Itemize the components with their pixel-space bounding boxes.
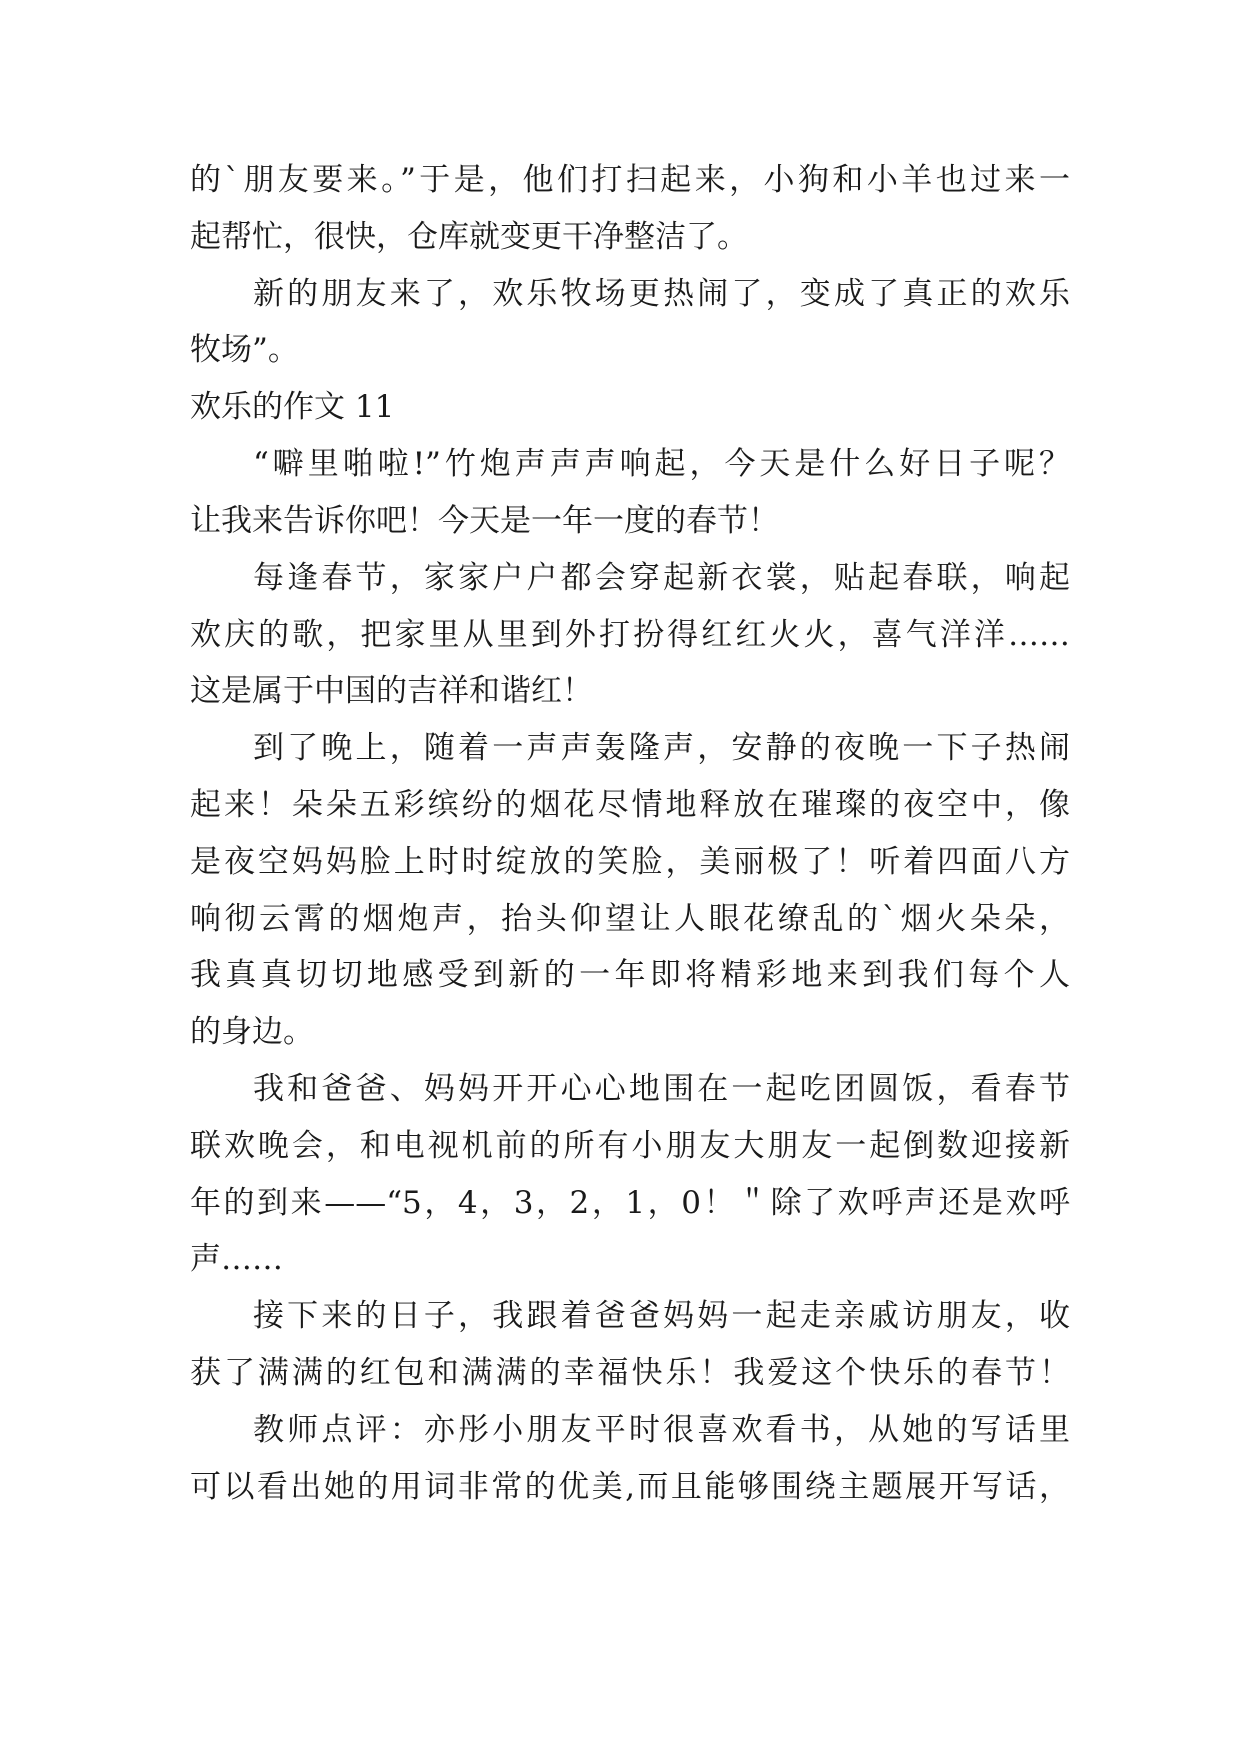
paragraph-line: 让我来告诉你吧！今天是一年一度的春节！	[190, 502, 779, 539]
paragraph-line: 声……	[190, 1241, 283, 1278]
paragraph-line: 牧场”。	[190, 332, 299, 369]
paragraph-line: 响彻云霄的烟炮声，抬头仰望让人眼花缭乱的`烟火朵朵，	[190, 900, 1070, 937]
essay-body	[190, 152, 1070, 1515]
paragraph-line: 可以看出她的用词非常的优美,而且能够围绕主题展开写话，	[190, 1468, 1070, 1505]
essay-title: 欢乐的作文 11	[190, 389, 395, 426]
paragraph-line: 是夜空妈妈脸上时时绽放的笑脸，美丽极了！听着四面八方	[190, 843, 1070, 880]
paragraph-line: 起来！朵朵五彩缤纷的烟花尽情地释放在璀璨的夜空中，像	[190, 786, 1070, 823]
paragraph-line: “噼里啪啦!”竹炮声声声响起，今天是什么好日子呢？	[253, 446, 1070, 483]
paragraph-line: 我和爸爸、妈妈开开心心地围在一起吃团圆饭，看春节	[253, 1070, 1070, 1107]
paragraph-line: 联欢晚会，和电视机前的所有小朋友大朋友一起倒数迎接新	[190, 1127, 1070, 1164]
paragraph-line: 欢庆的歌，把家里从里到外打扮得红红火火，喜气洋洋……	[190, 616, 1070, 653]
paragraph-line: 这是属于中国的吉祥和谐红！	[190, 673, 593, 710]
paragraph-line: 的`朋友要来。”于是，他们打扫起来，小狗和小羊也过来一	[190, 162, 1070, 198]
paragraph-line: 的身边。	[190, 1014, 314, 1051]
paragraph-line: 教师点评：亦彤小朋友平时很喜欢看书，从她的写话里	[253, 1411, 1070, 1448]
paragraph-line: 年的到来——“5，4，3，2，1，0！＂除了欢呼声还是欢呼	[190, 1184, 1070, 1221]
paragraph-line: 到了晚上，随着一声声轰隆声，安静的夜晚一下子热闹	[253, 730, 1070, 767]
paragraph-line: 新的朋友来了，欢乐牧场更热闹了，变成了真正的欢乐	[253, 275, 1070, 312]
paragraph-line: 我真真切切地感受到新的一年即将精彩地来到我们每个人	[190, 957, 1070, 994]
paragraph-line: 接下来的日子，我跟着爸爸妈妈一起走亲戚访朋友，收	[253, 1298, 1070, 1335]
paragraph-line: 获了满满的红包和满满的幸福快乐！我爱这个快乐的春节！	[190, 1354, 1070, 1391]
paragraph-line: 每逢春节，家家户户都会穿起新衣裳，贴起春联，响起	[253, 559, 1070, 596]
paragraph-line: 起帮忙，很快，仓库就变更干净整洁了。	[190, 218, 748, 255]
